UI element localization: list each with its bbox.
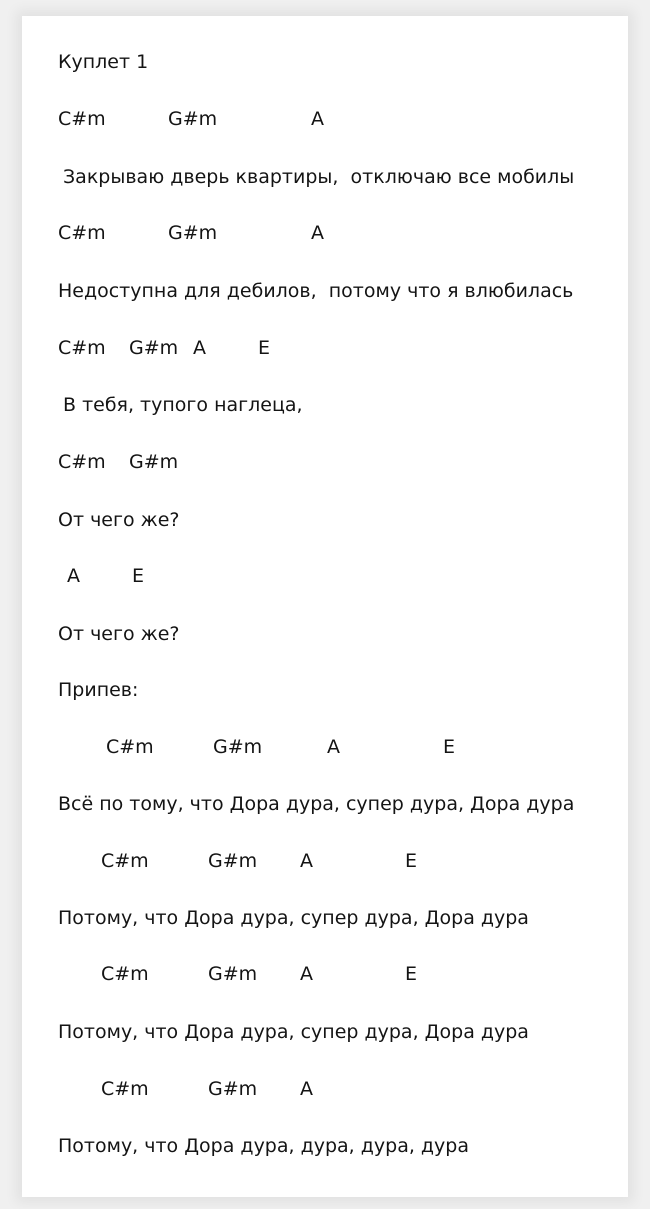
lyric-text: Потому, что Дора дура, супер дура, Дора дура [58,907,529,929]
lyric-text: Потому, что Дора дура, супер дура, Дора дура [58,1021,529,1043]
chorus-heading-text: Припев: [58,679,139,701]
chord: G#m [208,963,258,985]
lyric-text: Закрываю дверь квартиры, отключаю все мобилы [63,166,575,188]
chord: G#m [168,108,218,130]
lyric-text: От чего же? [58,509,180,531]
chord: C#m [101,963,149,985]
chord: A [300,963,313,985]
chord: E [258,337,271,359]
verse-heading-text: Куплет 1 [58,51,149,73]
lyric-text: Недоступна для дебилов, потому что я влюбилась [58,280,574,302]
chord: A [311,222,324,244]
chord: A [311,108,324,130]
chord: G#m [213,736,263,758]
chord: G#m [208,850,258,872]
chord: C#m [58,222,106,244]
lyric-text: От чего же? [58,623,180,645]
chord: C#m [106,736,154,758]
chord: C#m [58,108,106,130]
chord: A [193,337,206,359]
chord: A [300,1078,313,1100]
lyric-text: Всё по тому, что Дора дура, супер дура, Дора дура [58,793,575,815]
chord: C#m [101,1078,149,1100]
chord: E [405,963,418,985]
chord: C#m [101,850,149,872]
chord: C#m [58,451,106,473]
lyric-text: В тебя, тупого наглеца, [63,394,303,416]
chord: C#m [58,337,106,359]
chord: A [327,736,340,758]
chord: G#m [168,222,218,244]
chord: A [67,565,80,587]
chord: G#m [129,451,179,473]
chord: E [405,850,418,872]
chord: E [132,565,145,587]
chord: E [443,736,456,758]
chord: G#m [208,1078,258,1100]
chord: A [300,850,313,872]
lyrics-sheet [22,16,628,1197]
chord: G#m [129,337,179,359]
lyric-text: Потому, что Дора дура, дура, дура, дура [58,1135,470,1157]
